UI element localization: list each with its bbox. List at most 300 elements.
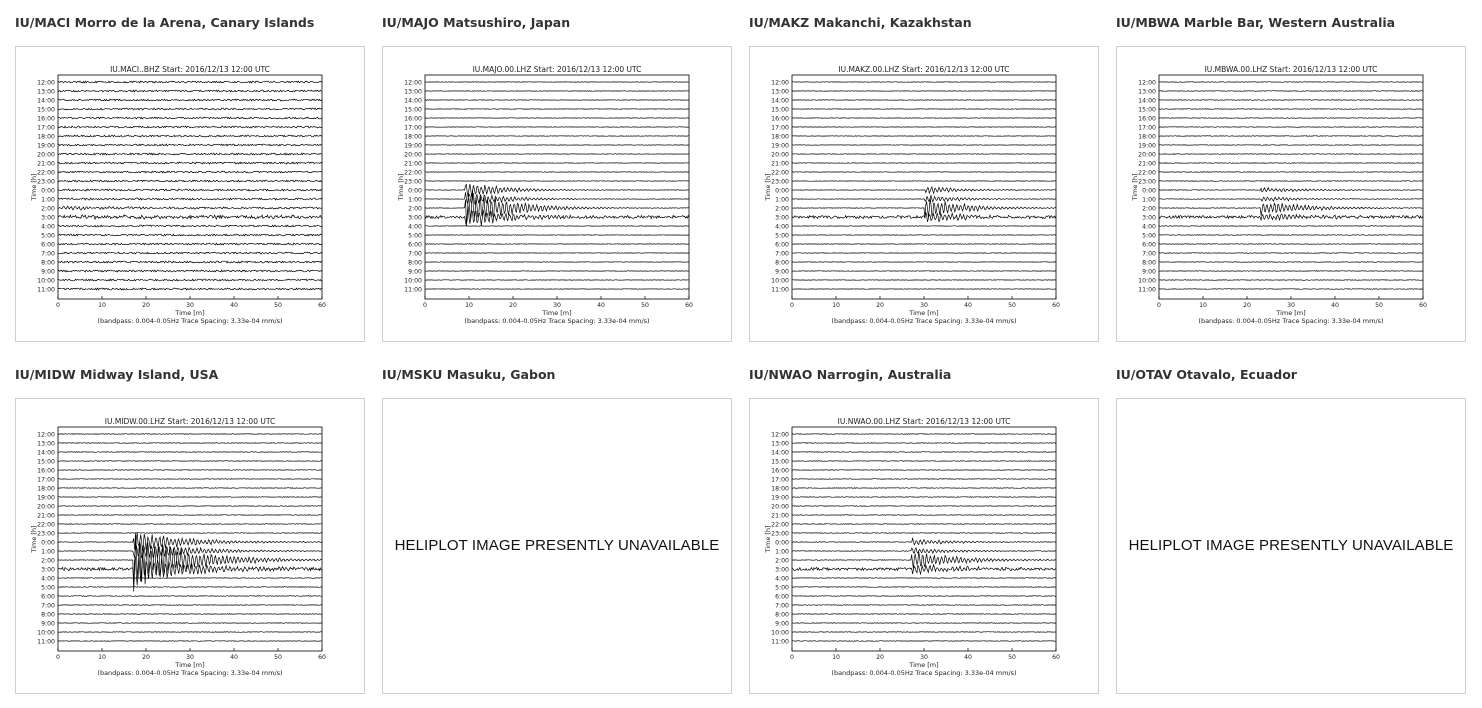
hour-tick-label: 7:00 <box>1142 250 1156 258</box>
hour-tick-label: 22:00 <box>771 521 789 529</box>
trace-line <box>1159 181 1423 182</box>
hour-tick-label: 11:00 <box>771 638 789 646</box>
unavailable-message: HELIPLOT IMAGE PRESENTLY UNAVAILABLE <box>394 537 720 554</box>
hour-tick-label: 22:00 <box>1138 169 1156 177</box>
hour-tick-label: 12:00 <box>37 79 55 87</box>
hour-tick-label: 18:00 <box>37 133 55 141</box>
trace-line <box>1159 163 1423 164</box>
hour-tick-label: 20:00 <box>37 151 55 159</box>
x-tick-label: 60 <box>1052 654 1060 661</box>
trace-line <box>58 234 322 236</box>
hour-tick-label: 23:00 <box>37 530 55 538</box>
hour-tick-label: 7:00 <box>775 250 789 258</box>
y-axis-label: Time [h] <box>30 173 38 201</box>
hour-tick-label: 8:00 <box>1142 259 1156 267</box>
hour-tick-label: 7:00 <box>41 602 55 610</box>
hour-tick-label: 8:00 <box>775 611 789 619</box>
hour-tick-label: 8:00 <box>408 259 422 267</box>
hour-tick-label: 14:00 <box>1138 97 1156 105</box>
hour-tick-label: 18:00 <box>771 485 789 493</box>
trace-line <box>792 443 1056 444</box>
plot-title: IU.NWAO.00.LHZ Start: 2016/12/13 12:00 UTC <box>837 417 1011 426</box>
hour-tick-label: 10:00 <box>771 629 789 637</box>
trace-line <box>1159 203 1423 215</box>
trace-line <box>792 533 1056 534</box>
trace-line <box>58 452 322 453</box>
trace-line <box>58 243 322 245</box>
hour-tick-label: 15:00 <box>37 106 55 114</box>
trace-line <box>792 641 1056 642</box>
hour-tick-label: 21:00 <box>771 160 789 168</box>
hour-tick-label: 15:00 <box>771 458 789 466</box>
hour-tick-label: 13:00 <box>404 88 422 96</box>
hour-tick-label: 13:00 <box>771 88 789 96</box>
trace-line <box>1159 271 1423 272</box>
trace-line <box>58 225 322 227</box>
hour-tick-label: 3:00 <box>41 566 55 574</box>
x-tick-label: 40 <box>964 654 972 661</box>
hour-tick-label: 5:00 <box>1142 232 1156 240</box>
hour-tick-label: 16:00 <box>1138 115 1156 123</box>
trace-line <box>792 434 1056 435</box>
hour-tick-label: 17:00 <box>771 476 789 484</box>
hour-tick-label: 16:00 <box>771 467 789 475</box>
hour-tick-label: 2:00 <box>775 557 789 565</box>
plot-footer: (bandpass: 0.004-0.05Hz Trace Spacing: 3.33e-04 mm/s) <box>97 317 283 325</box>
hour-tick-label: 20:00 <box>771 151 789 159</box>
hour-tick-label: 17:00 <box>1138 124 1156 132</box>
trace-line <box>58 270 322 272</box>
hour-tick-label: 0:00 <box>775 539 789 547</box>
trace-line <box>792 623 1056 624</box>
plot-footer: (bandpass: 0.004-0.05Hz Trace Spacing: 3.33e-04 mm/s) <box>464 317 650 325</box>
trace-line <box>792 470 1056 471</box>
hour-tick-label: 8:00 <box>775 259 789 267</box>
station-title-midw: IU/MIDW Midway Island, USA <box>15 367 219 382</box>
trace-line <box>792 515 1056 516</box>
trace-line <box>58 623 322 624</box>
hour-tick-label: 4:00 <box>775 575 789 583</box>
x-tick-label: 50 <box>274 654 282 661</box>
hour-tick-label: 12:00 <box>771 79 789 87</box>
hour-tick-label: 11:00 <box>37 286 55 294</box>
heliplot-midw[interactable] <box>15 398 365 694</box>
trace-line <box>792 479 1056 480</box>
y-axis-label: Time [h] <box>397 173 405 201</box>
trace-line <box>792 596 1056 597</box>
hour-tick-label: 6:00 <box>775 241 789 249</box>
hour-tick-label: 9:00 <box>775 268 789 276</box>
plot-title: IU.MIDW.00.LHZ Start: 2016/12/13 12:00 UTC <box>104 417 276 426</box>
hour-tick-label: 12:00 <box>37 431 55 439</box>
hour-tick-label: 14:00 <box>771 97 789 105</box>
trace-line <box>58 108 322 110</box>
x-tick-label: 30 <box>920 654 928 661</box>
x-tick-label: 40 <box>1331 302 1339 309</box>
trace-line <box>1159 253 1423 254</box>
trace-line <box>58 288 322 290</box>
trace-line <box>1159 127 1423 128</box>
trace-line <box>1159 109 1423 110</box>
hour-tick-label: 6:00 <box>408 241 422 249</box>
hour-tick-label: 5:00 <box>408 232 422 240</box>
hour-tick-label: 12:00 <box>404 79 422 87</box>
hour-tick-label: 21:00 <box>771 512 789 520</box>
hour-tick-label: 6:00 <box>41 241 55 249</box>
x-tick-label: 30 <box>553 302 561 309</box>
trace-line <box>792 524 1056 525</box>
hour-tick-label: 4:00 <box>41 223 55 231</box>
unavailable-message: HELIPLOT IMAGE PRESENTLY UNAVAILABLE <box>1128 537 1454 554</box>
trace-line <box>58 153 322 155</box>
hour-tick-label: 18:00 <box>771 133 789 141</box>
hour-tick-label: 1:00 <box>1142 196 1156 204</box>
trace-line <box>1159 214 1423 220</box>
x-tick-label: 30 <box>186 302 194 309</box>
hour-tick-label: 23:00 <box>404 178 422 186</box>
trace-line <box>792 461 1056 462</box>
hour-tick-label: 1:00 <box>775 196 789 204</box>
x-axis-label: Time [m] <box>909 661 939 669</box>
heliplot-chart <box>1117 47 1465 341</box>
trace-line <box>792 552 1056 569</box>
hour-tick-label: 23:00 <box>771 178 789 186</box>
hour-tick-label: 3:00 <box>41 214 55 222</box>
x-tick-label: 40 <box>230 654 238 661</box>
hour-tick-label: 16:00 <box>771 115 789 123</box>
x-tick-label: 0 <box>790 302 794 309</box>
hour-tick-label: 19:00 <box>37 494 55 502</box>
hour-tick-label: 11:00 <box>771 286 789 294</box>
x-tick-label: 20 <box>876 654 884 661</box>
plot-title: IU.MACI..BHZ Start: 2016/12/13 12:00 UTC <box>110 65 270 74</box>
hour-tick-label: 19:00 <box>37 142 55 150</box>
trace-line <box>58 533 322 534</box>
hour-tick-label: 13:00 <box>37 440 55 448</box>
hour-tick-label: 4:00 <box>775 223 789 231</box>
plot-footer: (bandpass: 0.004-0.05Hz Trace Spacing: 3.33e-04 mm/s) <box>1198 317 1384 325</box>
plot-footer: (bandpass: 0.004-0.05Hz Trace Spacing: 3.33e-04 mm/s) <box>831 317 1017 325</box>
hour-tick-label: 18:00 <box>404 133 422 141</box>
station-title-majo: IU/MAJO Matsushiro, Japan <box>382 15 571 30</box>
x-tick-label: 40 <box>597 302 605 309</box>
trace-line <box>58 279 322 281</box>
trace-line <box>792 565 1056 574</box>
station-title-nwao: IU/NWAO Narrogin, Australia <box>749 367 952 382</box>
x-tick-label: 10 <box>832 302 840 309</box>
hour-tick-label: 10:00 <box>1138 277 1156 285</box>
plot-footer: (bandpass: 0.004-0.05Hz Trace Spacing: 3.33e-04 mm/s) <box>831 669 1017 677</box>
trace-line <box>58 614 322 615</box>
x-tick-label: 60 <box>318 654 326 661</box>
trace-line <box>58 135 322 137</box>
hour-tick-label: 21:00 <box>37 512 55 520</box>
x-tick-label: 60 <box>685 302 693 309</box>
station-title-mbwa: IU/MBWA Marble Bar, Western Australia <box>1116 15 1396 30</box>
trace-line <box>58 632 322 633</box>
heliplot-chart <box>383 47 731 341</box>
trace-line <box>58 443 322 444</box>
hour-tick-label: 9:00 <box>1142 268 1156 276</box>
heliplot-mbwa[interactable] <box>1116 46 1466 342</box>
hour-tick-label: 15:00 <box>771 106 789 114</box>
x-tick-label: 10 <box>832 654 840 661</box>
hour-tick-label: 6:00 <box>41 593 55 601</box>
x-tick-label: 10 <box>98 654 106 661</box>
hour-tick-label: 7:00 <box>41 250 55 258</box>
hour-tick-label: 0:00 <box>775 187 789 195</box>
trace-line <box>58 215 322 220</box>
hour-tick-label: 14:00 <box>37 97 55 105</box>
x-tick-label: 50 <box>274 302 282 309</box>
hour-tick-label: 22:00 <box>37 521 55 529</box>
hour-tick-label: 1:00 <box>41 196 55 204</box>
trace-line <box>792 452 1056 453</box>
trace-line <box>1159 188 1423 192</box>
trace-line <box>58 126 322 128</box>
hour-tick-label: 21:00 <box>1138 160 1156 168</box>
heliplot-chart <box>750 47 1098 341</box>
hour-tick-label: 22:00 <box>37 169 55 177</box>
x-tick-label: 60 <box>318 302 326 309</box>
trace-line <box>58 198 322 200</box>
hour-tick-label: 17:00 <box>771 124 789 132</box>
x-axis-label: Time [m] <box>1276 309 1306 317</box>
hour-tick-label: 21:00 <box>37 160 55 168</box>
x-tick-label: 10 <box>1199 302 1207 309</box>
heliplot-majo[interactable] <box>382 46 732 342</box>
trace-line <box>58 479 322 480</box>
hour-tick-label: 16:00 <box>404 115 422 123</box>
trace-line <box>58 117 322 119</box>
hour-tick-label: 2:00 <box>775 205 789 213</box>
hour-tick-label: 5:00 <box>41 584 55 592</box>
hour-tick-label: 3:00 <box>775 566 789 574</box>
hour-tick-label: 3:00 <box>775 214 789 222</box>
x-tick-label: 50 <box>641 302 649 309</box>
x-tick-label: 0 <box>423 302 427 309</box>
trace-line <box>58 180 322 182</box>
trace-line <box>425 184 689 197</box>
hour-tick-label: 23:00 <box>771 530 789 538</box>
hour-tick-label: 5:00 <box>775 584 789 592</box>
hour-tick-label: 4:00 <box>408 223 422 231</box>
hour-tick-label: 6:00 <box>775 593 789 601</box>
x-tick-label: 60 <box>1419 302 1427 309</box>
x-axis-label: Time [m] <box>542 309 572 317</box>
trace-line <box>58 641 322 642</box>
x-tick-label: 0 <box>56 654 60 661</box>
hour-tick-label: 9:00 <box>775 620 789 628</box>
hour-tick-label: 19:00 <box>404 142 422 150</box>
hour-tick-label: 4:00 <box>41 575 55 583</box>
hour-tick-label: 2:00 <box>1142 205 1156 213</box>
hour-tick-label: 14:00 <box>771 449 789 457</box>
hour-tick-label: 17:00 <box>404 124 422 132</box>
heliplot-chart <box>16 47 364 341</box>
x-tick-label: 20 <box>142 302 150 309</box>
x-tick-label: 30 <box>920 302 928 309</box>
trace-line <box>58 497 322 498</box>
x-tick-label: 20 <box>142 654 150 661</box>
hour-tick-label: 1:00 <box>775 548 789 556</box>
hour-tick-label: 22:00 <box>404 169 422 177</box>
hour-tick-label: 20:00 <box>1138 151 1156 159</box>
plot-footer: (bandpass: 0.004-0.05Hz Trace Spacing: 3.33e-04 mm/s) <box>97 669 283 677</box>
heliplot-maci[interactable] <box>15 46 365 342</box>
heliplot-msku-unavailable <box>382 398 732 694</box>
trace-line <box>792 614 1056 615</box>
x-tick-label: 20 <box>509 302 517 309</box>
hour-tick-label: 7:00 <box>408 250 422 258</box>
y-axis-label: Time [h] <box>764 173 772 201</box>
trace-line <box>58 533 322 551</box>
trace-line <box>58 542 322 558</box>
trace-line <box>1159 235 1423 236</box>
hour-tick-label: 4:00 <box>1142 223 1156 231</box>
x-tick-label: 20 <box>876 302 884 309</box>
heliplot-chart <box>16 399 364 693</box>
hour-tick-label: 13:00 <box>1138 88 1156 96</box>
x-tick-label: 50 <box>1375 302 1383 309</box>
trace-line <box>58 261 322 263</box>
trace-line <box>792 488 1056 489</box>
trace-line <box>1159 262 1423 263</box>
hour-tick-label: 21:00 <box>404 160 422 168</box>
hour-tick-label: 15:00 <box>404 106 422 114</box>
x-tick-label: 30 <box>186 654 194 661</box>
trace-line <box>58 434 322 435</box>
x-tick-label: 10 <box>98 302 106 309</box>
trace-line <box>1159 145 1423 146</box>
trace-line <box>792 578 1056 579</box>
x-axis-label: Time [m] <box>175 309 205 317</box>
station-title-makz: IU/MAKZ Makanchi, Kazakhstan <box>749 15 972 30</box>
hour-tick-label: 8:00 <box>41 259 55 267</box>
hour-tick-label: 0:00 <box>1142 187 1156 195</box>
hour-tick-label: 9:00 <box>408 268 422 276</box>
trace-line <box>58 81 322 83</box>
hour-tick-label: 12:00 <box>771 431 789 439</box>
x-tick-label: 0 <box>56 302 60 309</box>
hour-tick-label: 23:00 <box>37 178 55 186</box>
trace-line <box>1159 289 1423 290</box>
hour-tick-label: 3:00 <box>408 214 422 222</box>
plot-title: IU.MAJO.00.LHZ Start: 2016/12/13 12:00 UTC <box>472 65 642 74</box>
hour-tick-label: 6:00 <box>1142 241 1156 249</box>
hour-tick-label: 5:00 <box>41 232 55 240</box>
trace-line <box>1159 82 1423 83</box>
hour-tick-label: 20:00 <box>771 503 789 511</box>
trace-line <box>58 206 322 210</box>
y-axis-label: Time [h] <box>30 525 38 553</box>
trace-line <box>58 488 322 489</box>
x-axis-label: Time [m] <box>175 661 205 669</box>
trace-line <box>1159 172 1423 173</box>
trace-line <box>58 162 322 164</box>
trace-line <box>58 252 322 254</box>
station-title-maci: IU/MACI Morro de la Arena, Canary Islands <box>15 15 315 30</box>
trace-line <box>58 596 322 597</box>
x-tick-label: 40 <box>230 302 238 309</box>
trace-line <box>1159 136 1423 137</box>
trace-line <box>792 538 1056 545</box>
trace-line <box>792 548 1056 553</box>
y-axis-label: Time [h] <box>1131 173 1139 201</box>
plot-title: IU.MBWA.00.LHZ Start: 2016/12/13 12:00 UTC <box>1204 65 1378 74</box>
hour-tick-label: 8:00 <box>41 611 55 619</box>
hour-tick-label: 11:00 <box>37 638 55 646</box>
station-title-msku: IU/MSKU Masuku, Gabon <box>382 367 556 382</box>
hour-tick-label: 16:00 <box>37 467 55 475</box>
hour-tick-label: 9:00 <box>41 268 55 276</box>
hour-tick-label: 1:00 <box>408 196 422 204</box>
x-tick-label: 10 <box>465 302 473 309</box>
hour-tick-label: 1:00 <box>41 548 55 556</box>
heliplot-nwao[interactable] <box>749 398 1099 694</box>
trace-line <box>792 497 1056 498</box>
trace-line <box>1159 100 1423 101</box>
hour-tick-label: 14:00 <box>404 97 422 105</box>
hour-tick-label: 15:00 <box>37 458 55 466</box>
trace-line <box>58 587 322 588</box>
trace-line <box>58 189 322 191</box>
x-tick-label: 60 <box>1052 302 1060 309</box>
trace-line <box>58 605 322 606</box>
hour-tick-label: 2:00 <box>41 557 55 565</box>
heliplot-makz[interactable] <box>749 46 1099 342</box>
trace-line <box>58 524 322 525</box>
x-tick-label: 20 <box>1243 302 1251 309</box>
hour-tick-label: 5:00 <box>775 232 789 240</box>
trace-line <box>58 470 322 471</box>
trace-line <box>792 212 1056 222</box>
heliplot-chart <box>750 399 1098 693</box>
plot-title: IU.MAKZ.00.LHZ Start: 2016/12/13 12:00 UTC <box>838 65 1010 74</box>
trace-line <box>1159 154 1423 155</box>
x-axis-label: Time [m] <box>909 309 939 317</box>
hour-tick-label: 12:00 <box>1138 79 1156 87</box>
trace-line <box>58 506 322 507</box>
hour-tick-label: 10:00 <box>37 277 55 285</box>
trace-line <box>792 506 1056 507</box>
hour-tick-label: 19:00 <box>771 142 789 150</box>
x-tick-label: 50 <box>1008 654 1016 661</box>
x-tick-label: 40 <box>964 302 972 309</box>
trace-line <box>58 515 322 516</box>
trace-line <box>425 192 689 204</box>
trace-line <box>1159 280 1423 281</box>
trace-line <box>792 198 1056 218</box>
hour-tick-label: 20:00 <box>37 503 55 511</box>
trace-line <box>58 99 322 101</box>
station-title-otav: IU/OTAV Otavalo, Ecuador <box>1116 367 1297 382</box>
hour-tick-label: 9:00 <box>41 620 55 628</box>
hour-tick-label: 18:00 <box>1138 133 1156 141</box>
trace-line <box>1159 244 1423 245</box>
hour-tick-label: 19:00 <box>771 494 789 502</box>
hour-tick-label: 23:00 <box>1138 178 1156 186</box>
trace-line <box>58 461 322 462</box>
hour-tick-label: 15:00 <box>1138 106 1156 114</box>
trace-line <box>58 144 322 146</box>
hour-tick-label: 0:00 <box>408 187 422 195</box>
hour-tick-label: 19:00 <box>1138 142 1156 150</box>
trace-line <box>1159 226 1423 227</box>
hour-tick-label: 16:00 <box>37 115 55 123</box>
hour-tick-label: 14:00 <box>37 449 55 457</box>
trace-line <box>792 632 1056 633</box>
